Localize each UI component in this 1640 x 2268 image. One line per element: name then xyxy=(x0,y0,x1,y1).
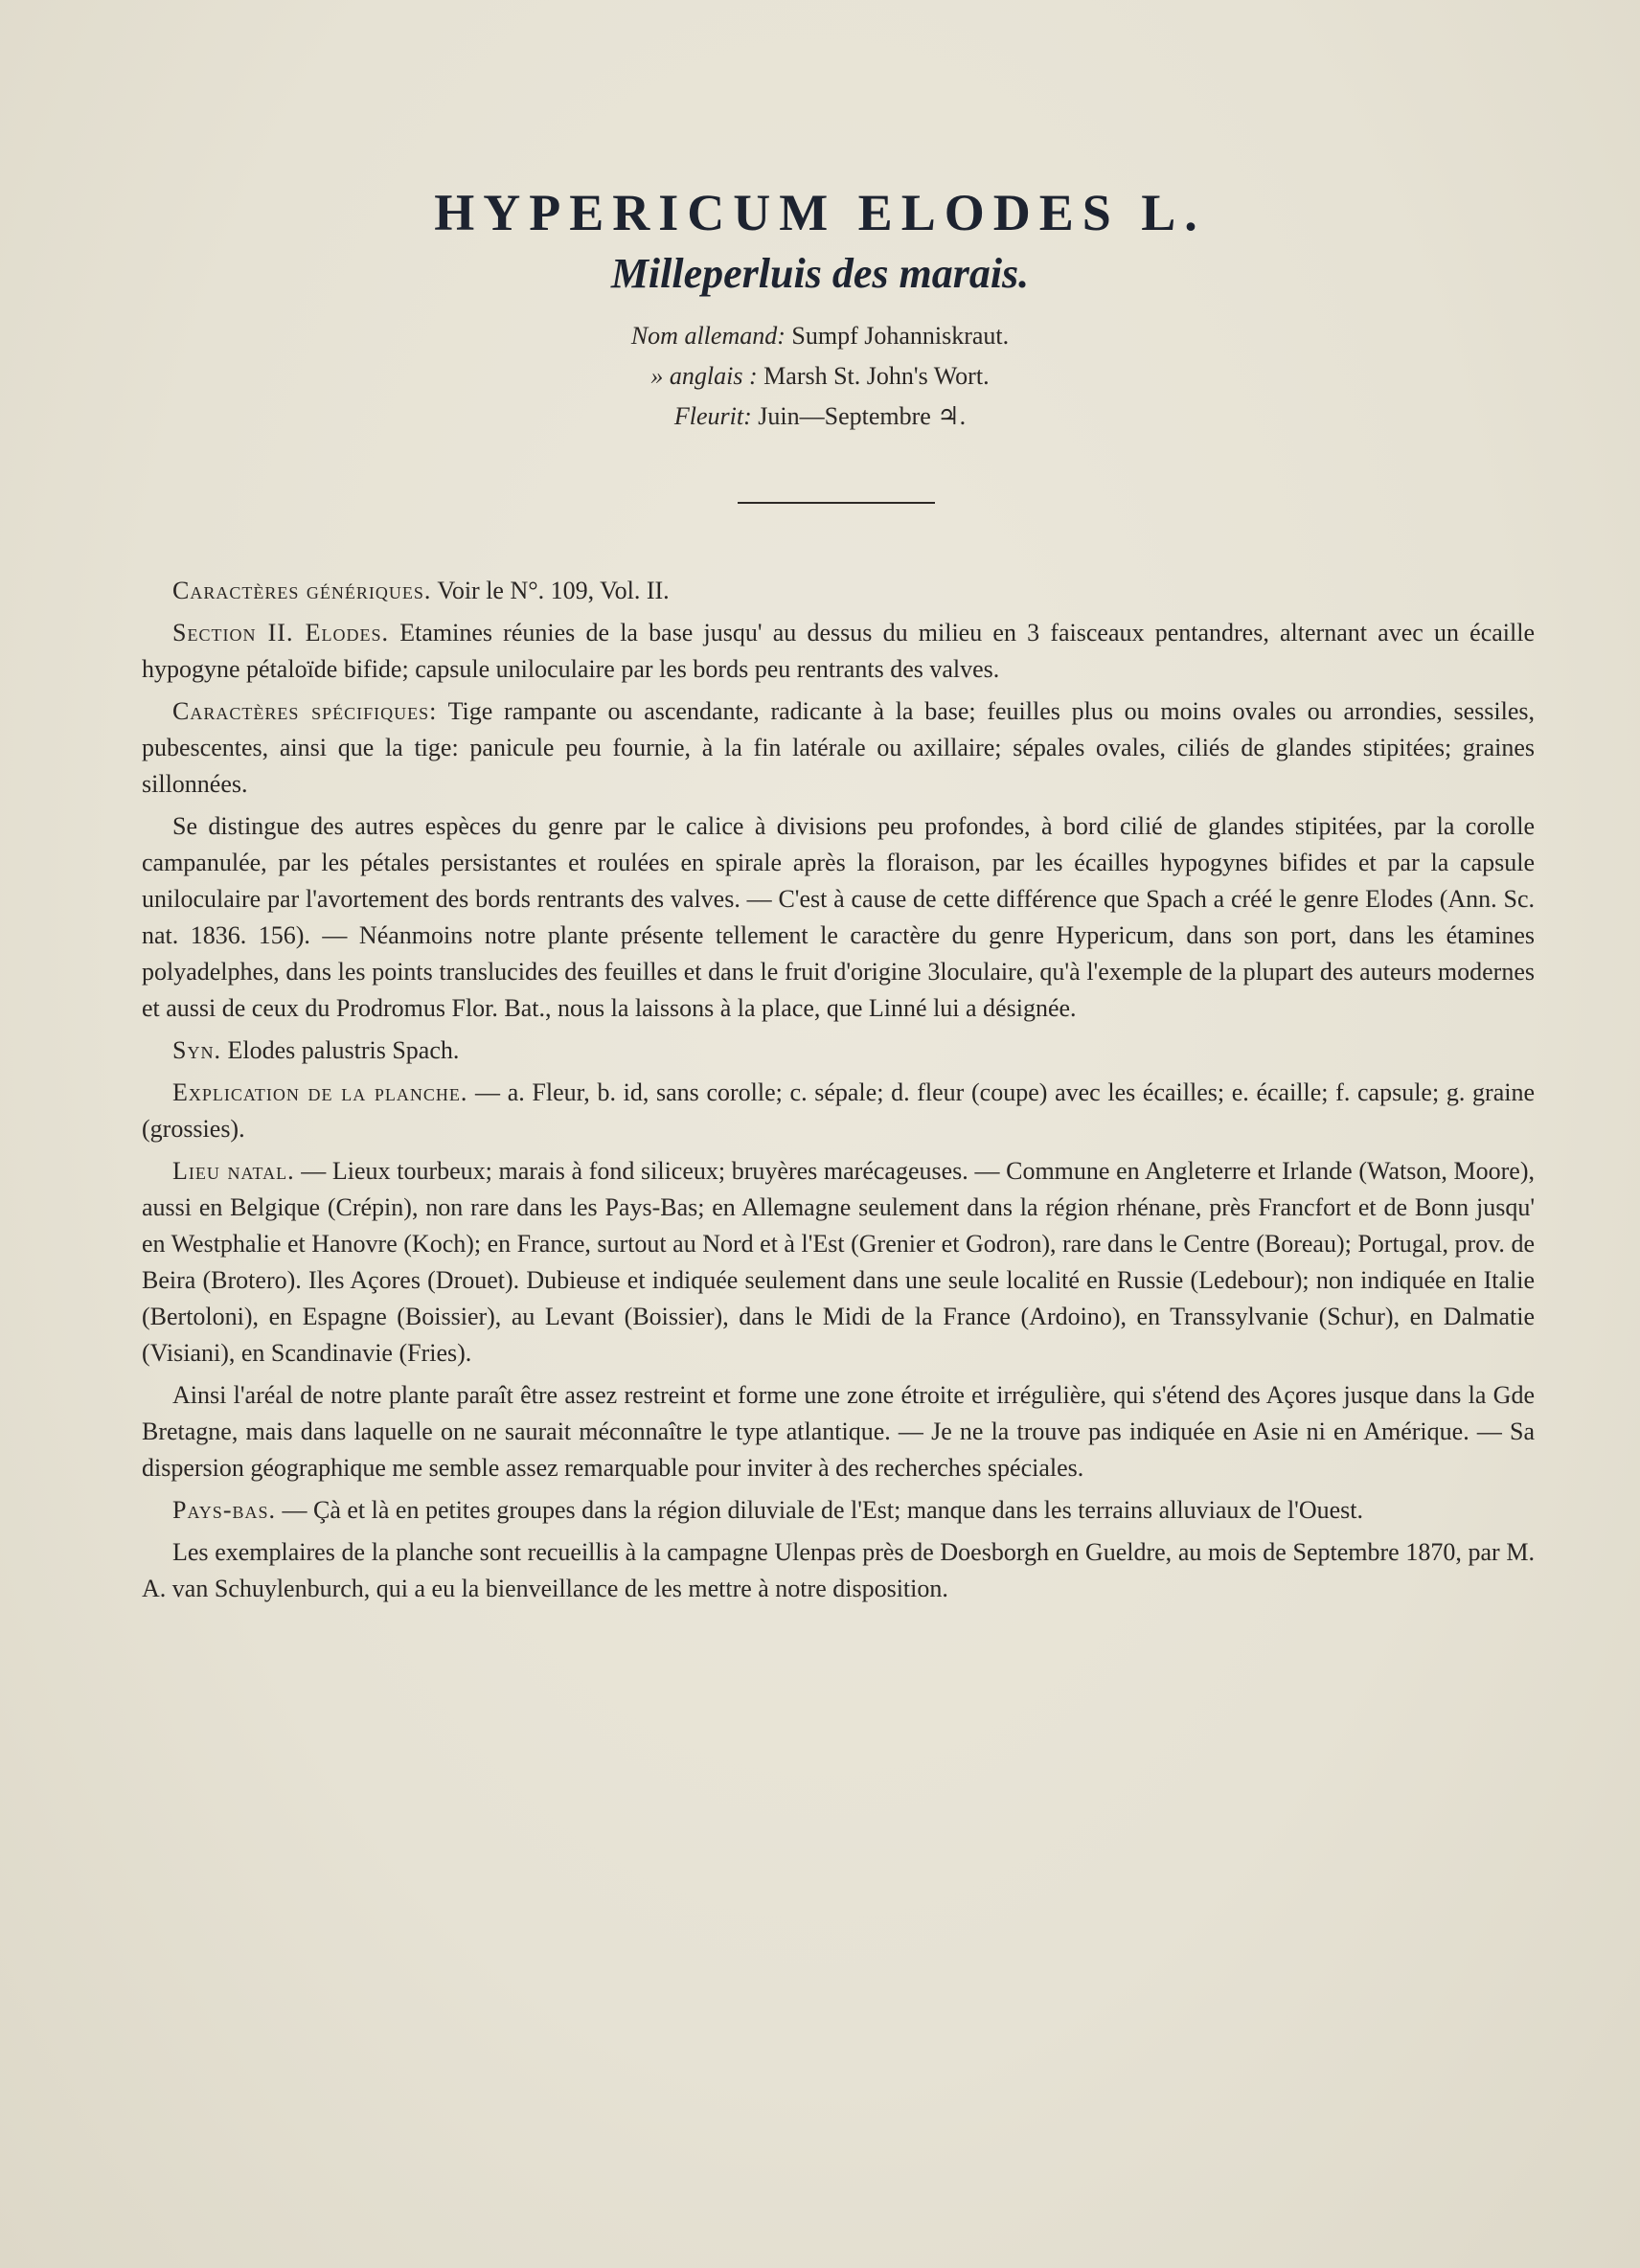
page-title: HYPERICUM ELODES L. xyxy=(434,184,1206,241)
name-label: Nom allemand: xyxy=(630,322,786,350)
paragraph-text: Se distingue des autres espèces du genre par le calice à divisions peu profondes, à bord cilié de glandes stipitées, par la corolle campanulée, par les pétales persistantes et roulées en spirale après la floraison, par les écailles hypogynes bifides et par la capsule uniloculaire par l'avortement des bords rentrants des valves. — C'est à cause de cette différence que Spach a créé le genre Elodes (Ann. Sc. nat. 1836. 156). — Néanmoins notre plante présente tellement le caractère du genre Hypericum, dans son port, dans les étamines polyadelphes, dans les points translucides des feuilles et dans le fruit d'origine 3loculaire, qu'à l'exemple de la plupart des auteurs modernes et aussi de ceux du Prodromus Flor. Bat., nous la laissons à la place, que Linné lui a désignée. xyxy=(142,812,1535,1022)
paragraph-specimens xyxy=(142,1534,1535,1607)
common-names xyxy=(0,316,1640,437)
paragraph-distinction xyxy=(142,808,1535,1027)
paragraph-text: Voir le N°. 109, Vol. II. xyxy=(431,577,670,604)
header xyxy=(0,182,1640,437)
name-row-german xyxy=(0,316,1640,356)
paragraph-netherlands xyxy=(142,1492,1535,1529)
paragraph-lead: Caractères spécifiques: xyxy=(172,697,438,725)
paragraph-text: — a. Fleur, b. id, sans corolle; c. sépale; d. fleur (coupe) avec les écailles; e. écaille; f. capsule; g. graine (grossies). xyxy=(142,1078,1535,1143)
paragraph-text: — Çà et là en petites groupes dans la région diluviale de l'Est; manque dans les terrains alluviaux de l'Ouest. xyxy=(276,1496,1364,1524)
paragraph-lead: Lieu natal. xyxy=(172,1157,295,1185)
paragraph-lead: Section II. Elodes. xyxy=(172,619,390,646)
paragraph-lead: Explication de la planche. xyxy=(172,1078,468,1106)
paragraph-lead: Pays-bas. xyxy=(172,1496,276,1524)
paragraph-text: Ainsi l'aréal de notre plante paraît être assez restreint et forme une zone étroite et irrégulière, qui s'étend des Açores jusque dans la Gde Bretagne, mais dans laquelle on ne saurait méconnaître le type atlantique. — Je ne la trouve pas indiquée en Asie ni en Amérique. — Sa dispersion géographique me semble assez remarquable pour inviter à des recherches spéciales. xyxy=(142,1381,1535,1482)
paragraph-lead: Caractères génériques. xyxy=(172,577,432,604)
paragraph-text: Tige rampante ou ascendante, radicante à la base; feuilles plus ou moins ovales ou arrondies, sessiles, pubescentes, ainsi que la tige: panicule peu fournie, à la fin latérale ou axillaire; sépales ovales, ciliés de glandes stipitées; graines sillonnées. xyxy=(142,697,1535,798)
paragraph-specific xyxy=(142,693,1535,803)
paragraph-synonym xyxy=(142,1032,1535,1069)
paragraph-text: Etamines réunies de la base jusqu' au dessus du milieu en 3 faisceaux pentandres, alternant avec un écaille hypogyne pétaloïde bifide; capsule uniloculaire par les bords peu rentrants des valves. xyxy=(142,619,1535,683)
paragraph-section xyxy=(142,615,1535,688)
name-row-flowering xyxy=(0,397,1640,437)
paragraph-text: Les exemplaires de la planche sont recueillis à la campagne Ulenpas près de Doesborgh en Gueldre, au mois de Septembre 1870, par M. A. van Schuylenburch, qui a eu la bienveillance de les mettre à notre disposition. xyxy=(142,1538,1535,1602)
page-subtitle: Milleperluis des marais. xyxy=(610,250,1030,297)
paragraph-plate xyxy=(142,1075,1535,1147)
paragraph-habitat xyxy=(142,1153,1535,1372)
divider xyxy=(738,502,935,504)
paragraph-text: — Lieux tourbeux; marais à fond siliceux; bruyères marécageuses. — Commune en Angleterre et Irlande (Watson, Moore), aussi en Belgique (Crépin), non rare dans les Pays-Bas; en Allemagne seulement dans la région rhénane, près Francfort et de Bonn jusqu' en Westphalie et Hanovre (Koch); en France, surtout au Nord et à l'Est (Grenier et Godron), rare dans le Centre (Boreau); Portugal, prov. de Beira (Brotero). Iles Açores (Drouet). Dubieuse et indiquée seulement dans une seule localité en Russie (Ledebour); non indiquée en Italie (Bertoloni), en Espagne (Boissier), au Levant (Boissier), dans le Midi de la France (Ardoino), en Transsylvanie (Schur), en Dalmatie (Visiani), en Scandinavie (Fries). xyxy=(142,1157,1536,1367)
name-label: » anglais : xyxy=(650,362,758,390)
name-value: Marsh St. John's Wort. xyxy=(763,362,990,390)
name-value: Juin—Septembre ♃. xyxy=(758,402,967,430)
name-label: Fleurit: xyxy=(673,402,752,430)
paragraph-range xyxy=(142,1377,1535,1486)
paragraph-lead: Syn. xyxy=(172,1036,221,1064)
paragraph-generic xyxy=(142,573,1535,609)
paragraph-text: Elodes palustris Spach. xyxy=(220,1036,460,1064)
body-text xyxy=(142,573,1535,1613)
name-row-english xyxy=(0,356,1640,397)
name-value: Sumpf Johanniskraut. xyxy=(791,322,1010,350)
